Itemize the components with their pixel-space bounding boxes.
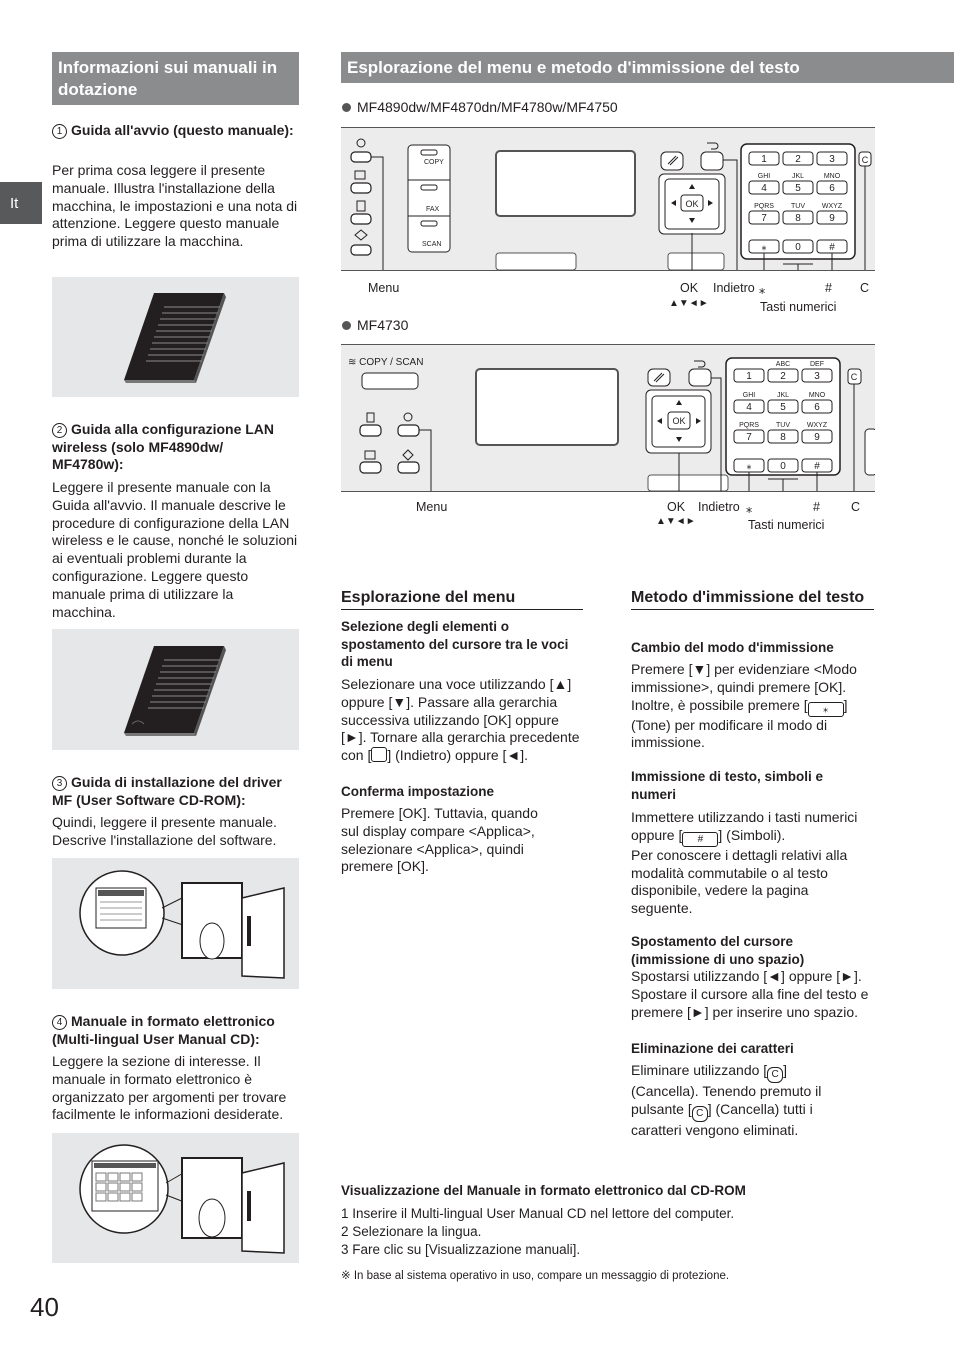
panel2-arrows-label: ▲▼◄►	[656, 516, 696, 527]
svg-text:ABC: ABC	[775, 361, 791, 368]
panel1-numeric-label: Tasti numerici	[760, 300, 837, 314]
svg-text:JKL: JKL	[791, 173, 805, 180]
section-4-body: Leggere la sezione di interesse. Il manuale in formato elettronico è organizzato per argomenti per trovare facilmente le informazioni desiderate.	[52, 1053, 287, 1123]
cd-title: Visualizzazione del Manuale in formato elettronico dal CD-ROM	[341, 1183, 746, 1198]
section-3-title-text: Guida di installazione del driver MF (User Software CD-ROM):	[52, 774, 282, 808]
hash-key-icon: #	[682, 832, 718, 847]
svg-text:⁎: ⁎	[761, 242, 767, 253]
svg-text:C: C	[861, 155, 869, 165]
svg-text:6: 6	[829, 183, 835, 194]
copy-icon: ≋	[348, 357, 360, 368]
manual-3-illustration	[52, 858, 299, 989]
svg-text:4: 4	[761, 183, 767, 194]
computer-cd-icon	[52, 1133, 299, 1263]
section-1-title	[52, 122, 298, 140]
svg-text:7: 7	[746, 432, 752, 443]
left-header: Informazioni sui manuali in dotazione	[52, 52, 299, 105]
svg-text:7: 7	[761, 213, 767, 224]
panel1-model-text: MF4890dw/MF4870dn/MF4780w/MF4750	[357, 99, 618, 115]
panel2-hash-label: #	[813, 500, 820, 514]
panel2-ok-label: OK	[667, 500, 686, 514]
svg-text:TUV: TUV	[791, 203, 805, 210]
svg-text:5: 5	[795, 183, 801, 194]
svg-text:1: 1	[746, 371, 752, 382]
panel1-star-label: ⁎	[759, 282, 766, 296]
input-title: Metodo d'immissione del testo	[631, 588, 874, 610]
fax-key-label: FAX	[426, 206, 440, 213]
svg-text:3: 3	[814, 371, 820, 382]
language-tab: It	[0, 182, 42, 224]
input-s1-text-a: Premere [▼] per evidenziare <Modo immissione>, quindi premere [OK]. Inoltre, è possibile premere [	[631, 661, 857, 713]
panel1-menu-label: Menu	[368, 281, 400, 295]
input-s4-body	[631, 1062, 841, 1140]
svg-text:OK: OK	[672, 416, 686, 426]
bullet-icon	[342, 321, 351, 330]
right-header: Esplorazione del menu e metodo d'immissione del testo	[341, 52, 954, 83]
nav-sub2-title: Conferma impostazione	[341, 784, 495, 799]
svg-text:0: 0	[795, 242, 801, 253]
computer-cd-icon	[52, 858, 299, 989]
copy-key-label: COPY	[424, 159, 444, 166]
panel2-model	[342, 317, 408, 333]
svg-text:C: C	[850, 372, 858, 382]
panel2-star-label: ⁎	[746, 501, 753, 515]
booklet-icon	[52, 629, 299, 750]
booklet-icon	[52, 277, 299, 397]
svg-text:2: 2	[795, 154, 801, 165]
cd-step-1: 1 Inserire il Multi-lingual User Manual CD nel lettore del computer.	[341, 1206, 735, 1221]
svg-text:#: #	[829, 242, 835, 253]
svg-text:⁎: ⁎	[746, 461, 752, 472]
cd-step-3: 3 Fare clic su [Visualizzazione manuali].	[341, 1242, 581, 1257]
svg-text:GHI: GHI	[742, 392, 756, 399]
nav-sub2-body: Premere [OK]. Tuttavia, quando sul display compare <Applica>, selezionare <Applica>, quindi premere [OK].	[341, 805, 538, 875]
panel2-numeric-label: Tasti numerici	[748, 518, 825, 532]
svg-text:5: 5	[780, 402, 786, 413]
cd-note: ※ In base al sistema operativo in uso, compare un messaggio di protezione.	[341, 1270, 730, 1282]
input-s2-body	[631, 809, 871, 918]
panel1-hash-label: #	[825, 281, 832, 295]
section-2-title-text: Guida alla configurazione LAN wireless (solo MF4890dw/ MF4780w):	[52, 421, 275, 472]
input-s2-title: Immissione di testo, simboli e numeri	[631, 769, 824, 802]
section-4-title	[52, 1013, 298, 1048]
svg-text:DEF: DEF	[810, 361, 824, 368]
input-s1-text-b: ] (Tone) per modificare il modo di immissione.	[631, 696, 848, 751]
svg-text:WXYZ: WXYZ	[821, 203, 843, 210]
svg-text:0: 0	[780, 461, 786, 472]
input-s2-text-a: Immettere utilizzando i tasti numerici oppure [	[631, 809, 858, 843]
manual-4-illustration	[52, 1133, 299, 1263]
star-key-icon: ⁎	[808, 702, 844, 717]
panel1-back-label: Indietro	[713, 281, 755, 295]
svg-text:PQRS: PQRS	[754, 203, 774, 210]
svg-text:TUV: TUV	[776, 422, 790, 429]
nav-sub1-text-a: Selezionare una voce utilizzando [▲] oppure [▼]. Passare alla gerarchia successiva utilizzando [OK] oppure [►]. Tornare alla gerarchia precedente con [	[341, 676, 580, 764]
svg-text:JKL: JKL	[776, 392, 790, 399]
svg-text:WXYZ: WXYZ	[806, 422, 828, 429]
panel1-c-label: C	[860, 281, 870, 295]
section-1-number: 1	[52, 124, 67, 139]
svg-text:6: 6	[814, 402, 820, 413]
svg-text:8: 8	[780, 432, 786, 443]
input-s1-body	[631, 661, 871, 752]
input-s4-title: Eliminazione dei caratteri	[631, 1041, 794, 1056]
control-panel-2	[341, 344, 875, 492]
section-1-title-text: Guida all'avvio (questo manuale):	[71, 122, 294, 138]
nav-sub1-body	[341, 676, 586, 765]
input-s4-text-b: ] (Cancella). Tenendo premuto il pulsante [	[631, 1062, 822, 1117]
section-2-body: Leggere il presente manuale con la Guida all'avvio. Il manuale descrive le procedure di configurazione della LAN wireless e le cause, nonché le soluzioni ai eventuali problemi durante la configurazione. Leggere questo manuale prima di utilizzare la macchina.	[52, 479, 298, 620]
panel1-arrows-label: ▲▼◄►	[669, 298, 709, 309]
svg-text:PQRS: PQRS	[739, 422, 759, 429]
svg-text:MNO: MNO	[808, 392, 826, 399]
svg-text:4: 4	[746, 402, 752, 413]
manual-1-illustration	[52, 277, 299, 397]
input-s2-text-b: ] (Simboli).	[718, 826, 786, 843]
input-s2-text-c: Per conoscere i dettagli relativi alla modalità commutabile o al testo disponibile, vedere la pagina seguente.	[631, 846, 848, 917]
clear-key-icon: C	[767, 1067, 783, 1083]
scan-key-label: SCAN	[422, 241, 442, 248]
panel2-model-text: MF4730	[357, 317, 409, 333]
back-key-icon	[371, 747, 387, 762]
svg-text:2: 2	[780, 371, 786, 382]
section-4-number: 4	[52, 1015, 67, 1030]
input-s3-body: Spostarsi utilizzando [◄] oppure [►]. Spostare il cursore alla fine del testo e premere [►] per inserire uno spazio.	[631, 968, 869, 1020]
svg-text:3: 3	[829, 154, 835, 165]
section-3-number: 3	[52, 776, 67, 791]
input-s1-title: Cambio del modo d'immissione	[631, 640, 834, 655]
input-s4-text-a: Eliminare utilizzando [	[631, 1062, 768, 1078]
clear-key-icon: C	[692, 1106, 708, 1122]
svg-text:9: 9	[829, 213, 835, 224]
section-3-body: Quindi, leggere il presente manuale. Descrive l'installazione del software.	[52, 814, 277, 848]
copy-scan-label	[348, 357, 423, 368]
manual-2-illustration	[52, 629, 299, 750]
copy-scan-text: COPY / SCAN	[359, 357, 424, 368]
section-3-title	[52, 774, 298, 809]
input-s4-text-c: ] (Cancella) tutti i caratteri vengono eliminati.	[631, 1100, 813, 1138]
control-panel-1	[341, 127, 875, 271]
control-panel-1-drawing	[341, 128, 875, 270]
section-2-number: 2	[52, 423, 67, 438]
panel2-menu-label: Menu	[416, 500, 448, 514]
nav-title: Esplorazione del menu	[341, 588, 583, 610]
panel2-back-label: Indietro	[698, 500, 740, 514]
bullet-icon	[342, 103, 351, 112]
page-number: 40	[30, 1292, 59, 1322]
svg-text:9: 9	[814, 432, 820, 443]
nav-sub1-title: Selezione degli elementi o spostamento del cursore tra le voci di menu	[341, 619, 569, 669]
svg-text:GHI: GHI	[757, 173, 771, 180]
panel2-c-label: C	[851, 500, 861, 514]
section-4-title-text: Manuale in formato elettronico (Multi-lingual User Manual CD):	[52, 1013, 275, 1047]
svg-text:#: #	[814, 461, 820, 472]
svg-text:MNO: MNO	[823, 173, 841, 180]
svg-text:8: 8	[795, 213, 801, 224]
panel1-model	[342, 99, 618, 115]
svg-text:1: 1	[761, 154, 767, 165]
nav-sub1-text-b: ] (Indietro) oppure [◄].	[387, 747, 529, 764]
input-s3-title: Spostamento del cursore (immissione di uno spazio)	[631, 934, 805, 967]
svg-text:OK: OK	[685, 199, 699, 209]
section-2-title	[52, 421, 298, 474]
cd-step-2: 2 Selezionare la lingua.	[341, 1224, 482, 1239]
panel1-ok-label: OK	[680, 281, 699, 295]
section-1-body: Per prima cosa leggere il presente manuale. Illustra l'installazione della macchina, le impostazioni e una nota di attenzione. Leggere questo manuale prima di utilizzare la macchina.	[52, 162, 298, 250]
